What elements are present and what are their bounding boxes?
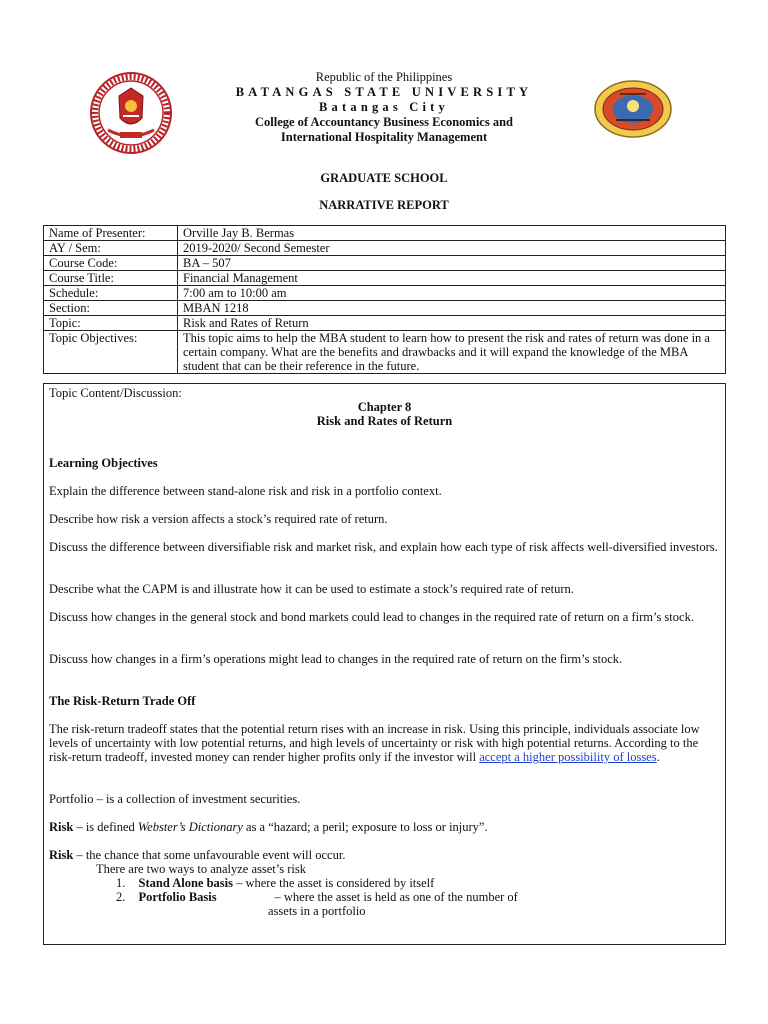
info-row <box>44 241 726 256</box>
college-name-line1: College of Accountancy Business Economics and <box>254 115 513 129</box>
portfolio-definition: Portfolio – is a collection of investment securities. <box>49 792 301 806</box>
info-value: 7:00 am to 10:00 am <box>178 286 726 301</box>
college-name-line2: International Hospitality Management <box>280 130 488 144</box>
info-label: Topic: <box>44 316 178 331</box>
university-seal-logo <box>90 72 172 154</box>
info-value: MBAN 1218 <box>178 301 726 316</box>
objective-item: Describe how risk a version affects a stock’s required rate of return. <box>49 512 388 526</box>
objective-item: Describe what the CAPM is and illustrate how it can be used to estimate a stock’s required rate of return. <box>49 582 574 596</box>
info-row <box>44 331 726 374</box>
info-label: Course Title: <box>44 271 178 286</box>
info-value: This topic aims to help the MBA student to learn how to present the risk and rates of return was done in a certain company. What are the benefits and drawbacks and it will expand the knowledge of the MBA student that can be their reference in the future. <box>178 331 726 374</box>
risk-def-text: – is defined <box>73 820 138 834</box>
risk-term: Risk <box>49 848 74 862</box>
tradeoff-text: The risk-return tradeoff states that the potential return rises with an increase in risk. Using this principle, individuals associate low levels of uncertainty with low potential returns, and high levels of uncertainty or risk with high potential returns. According to the risk-return tradeoff, invested money can render higher profits only if the investor will <box>49 722 700 764</box>
tradeoff-end: . <box>656 750 660 764</box>
risk-definition-1 <box>49 820 720 834</box>
tradeoff-paragraph <box>49 722 720 764</box>
info-row <box>44 226 726 241</box>
list-number: 1. <box>116 876 126 890</box>
narrative-report-title: NARRATIVE REPORT <box>319 198 449 212</box>
list-desc: – where the asset is considered by itself <box>236 876 435 890</box>
objective-item: Discuss the difference between diversifiable risk and market risk, and explain how each type of risk affects well-diversified investors. <box>49 540 718 554</box>
info-label: Topic Objectives: <box>44 331 178 374</box>
dictionary-source: Webster’s Dictionary <box>137 820 243 834</box>
list-item <box>116 890 518 904</box>
info-value: Orville Jay B. Bermas <box>178 226 726 241</box>
content-heading: Topic Content/Discussion: <box>49 386 182 400</box>
list-number: 2. <box>116 890 126 904</box>
university-name: BATANGAS STATE UNIVERSITY <box>235 85 533 99</box>
tradeoff-heading: The Risk-Return Trade Off <box>49 694 196 708</box>
chapter-title: Risk and Rates of Return <box>316 414 453 428</box>
info-row <box>44 271 726 286</box>
list-term: Stand Alone basis <box>138 876 233 890</box>
info-row <box>44 301 726 316</box>
objective-item: Explain the difference between stand-alone risk and risk in a portfolio context. <box>49 484 442 498</box>
learning-objectives-heading: Learning Objectives <box>49 456 158 470</box>
topic-content-box <box>43 383 726 945</box>
risk-definition-2 <box>49 848 720 862</box>
ways-intro: There are two ways to analyze asset’s risk <box>96 862 306 876</box>
info-value: Risk and Rates of Return <box>178 316 726 331</box>
list-desc: – where the asset is held as one of the number of <box>274 890 518 904</box>
college-seal-logo <box>594 80 672 138</box>
info-row <box>44 286 726 301</box>
info-value: BA – 507 <box>178 256 726 271</box>
risk-def-text: – the chance that some unfavourable event will occur. <box>73 848 346 862</box>
info-label: Name of Presenter: <box>44 226 178 241</box>
info-value: Financial Management <box>178 271 726 286</box>
info-row <box>44 256 726 271</box>
objective-item: Discuss how changes in a firm’s operations might lead to changes in the required rate of return on the firm’s stock. <box>49 652 623 666</box>
report-info-table <box>43 225 726 374</box>
list-term: Portfolio Basis <box>138 890 217 904</box>
losses-link[interactable]: accept a higher possibility of losses <box>479 750 657 764</box>
list-item <box>116 876 434 890</box>
info-value: 2019-2020/ Second Semester <box>178 241 726 256</box>
info-label: AY / Sem: <box>44 241 178 256</box>
chapter-number: Chapter 8 <box>357 400 412 414</box>
city-name: Batangas City <box>319 100 449 114</box>
graduate-school-title: GRADUATE SCHOOL <box>320 171 448 185</box>
list-desc-continued: assets in a portfolio <box>268 904 366 918</box>
info-label: Course Code: <box>44 256 178 271</box>
risk-def-quote: as a “hazard; a peril; exposure to loss or injury”. <box>242 820 488 834</box>
objective-item: Discuss how changes in the general stock and bond markets could lead to changes in the required rate of return on a firm’s stock. <box>49 610 694 624</box>
info-label: Section: <box>44 301 178 316</box>
info-row <box>44 316 726 331</box>
republic-line: Republic of the Philippines <box>315 70 453 84</box>
info-label: Schedule: <box>44 286 178 301</box>
risk-term: Risk <box>49 820 74 834</box>
